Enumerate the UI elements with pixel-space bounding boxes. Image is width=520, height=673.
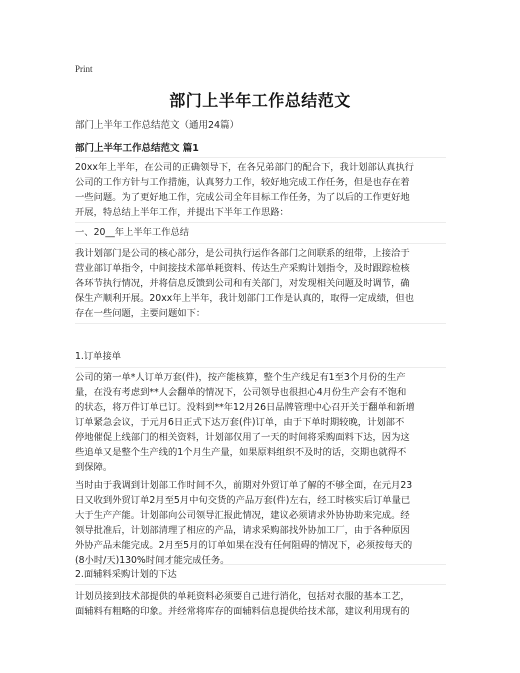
text-line: 各环节执行情况，并将信息反馈到公司和有关部门，对发现相关问题及时调节，确 [75, 278, 410, 289]
text-line: 开展，特总结上半年工作，并提出下半年工作思路： [75, 207, 289, 218]
paragraph-procurement [75, 589, 446, 619]
text-line: 计划员接到技术部提供的单耗资料必须要自己进行消化，包括对衣服的基本工艺， [75, 591, 410, 602]
section-heading-1 [75, 225, 446, 240]
text-line: 外协产品未能完成。2月至5月的订单如果在没有任何阻碍的情况下，必须按每天的 [75, 540, 413, 551]
divider [75, 222, 446, 223]
text-line: 20xx年上半年，在公司的正确领导下，在各兄弟部门的配合下，我计划部认真执行 [75, 162, 414, 173]
divider [75, 564, 446, 565]
article-heading: 部门上半年工作总结范文 篇1 [75, 143, 199, 154]
text-line: 一、20__年上半年工作总结 [75, 227, 190, 238]
page-title: 部门上半年工作总结范文 [169, 91, 351, 110]
text-line: 公司的工作方针与工作措施，认真努力工作，较好地完成工作任务，但是也存在着 [75, 177, 410, 188]
text-line: 保生产顺利开展。20xx年上半年，我计划部门工作是认真的，取得一定成绩，但也 [75, 293, 414, 304]
text-line: 些追单又是整个生产线的1个月生产量，如果原料组织不及时的话，交期也就得不 [75, 447, 407, 458]
print-link[interactable]: Print [75, 64, 93, 74]
document-subtitle: 部门上半年工作总结范文（通用24篇） [75, 120, 240, 131]
text-line: 订单紧急会议，于元月6日正式下达万套(件)订单，由于下单时期较晚，计划部不 [75, 417, 405, 428]
paragraph-plan-dept [75, 246, 446, 321]
text-line: 量，在没有考虑到**人会翻单的情况下，公司领导也很担心4月份生产会有不饱和 [75, 387, 407, 398]
text-line: 到保障。 [75, 462, 113, 473]
paragraph-orders-2 [75, 478, 446, 568]
text-line: 日又收到外贸订单2月至5月中旬交货的产品万套(件)左右，经工时核实后订单量已 [75, 495, 411, 506]
divider [75, 157, 446, 158]
text-line: (8小时/天)130%时间才能完成任务。 [75, 555, 230, 566]
text-line: 营业部订单指令，中间接技术部单耗资料、传达生产采购计划指令，及时跟踪检核 [75, 263, 410, 274]
text-line: 当时由于我调到计划部工作时间不久，前期对外贸订单了解的不够全面，在元月23 [75, 480, 413, 491]
text-line: 面辅料有粗略的印象。并经常将库存的面辅料信息提供给技术部，建议利用现有的 [75, 606, 410, 617]
text-line: 公司的第一单*人订单万套(件)，按产能核算，整个生产线足有1至3个月份的生产 [75, 372, 406, 383]
section-heading-orders [75, 349, 446, 364]
divider [75, 243, 446, 244]
divider [75, 323, 446, 324]
text-line: 大于生产产能。计划部向公司领导汇报此情况，建议必须请求外协协助来完成。经 [75, 510, 410, 521]
text-line: 我计划部门是公司的核心部分，是公司执行运作各部门之间联系的纽带，上接洽于 [75, 248, 410, 259]
divider [75, 584, 446, 585]
text-line: 的状态，将万件订单已订。没料到**年12月26日品牌管理中心召开关于翻单和新增 [75, 402, 415, 413]
text-line: 1.订单接单 [75, 351, 122, 362]
divider [75, 367, 446, 368]
text-line: 存在一些问题，主要问题如下： [75, 308, 206, 319]
text-line: 领导批准后，计划部清理了相应的产品，请求采购部找外协加工厂，由于各种原因 [75, 525, 410, 536]
paragraph-intro [75, 160, 446, 220]
text-line: 停地催促上线部门的相关资料，计划部仅用了一天的时间将采购面料下达，因为这 [75, 432, 410, 443]
text-line: 一些问题。为了更好地工作，完成公司全年目标工作任务，为了以后的工作更好地 [75, 192, 410, 203]
paragraph-orders-1 [75, 370, 446, 475]
section-heading-procurement [75, 567, 446, 582]
text-line: 2.面辅料采购计划的下达 [75, 569, 177, 580]
